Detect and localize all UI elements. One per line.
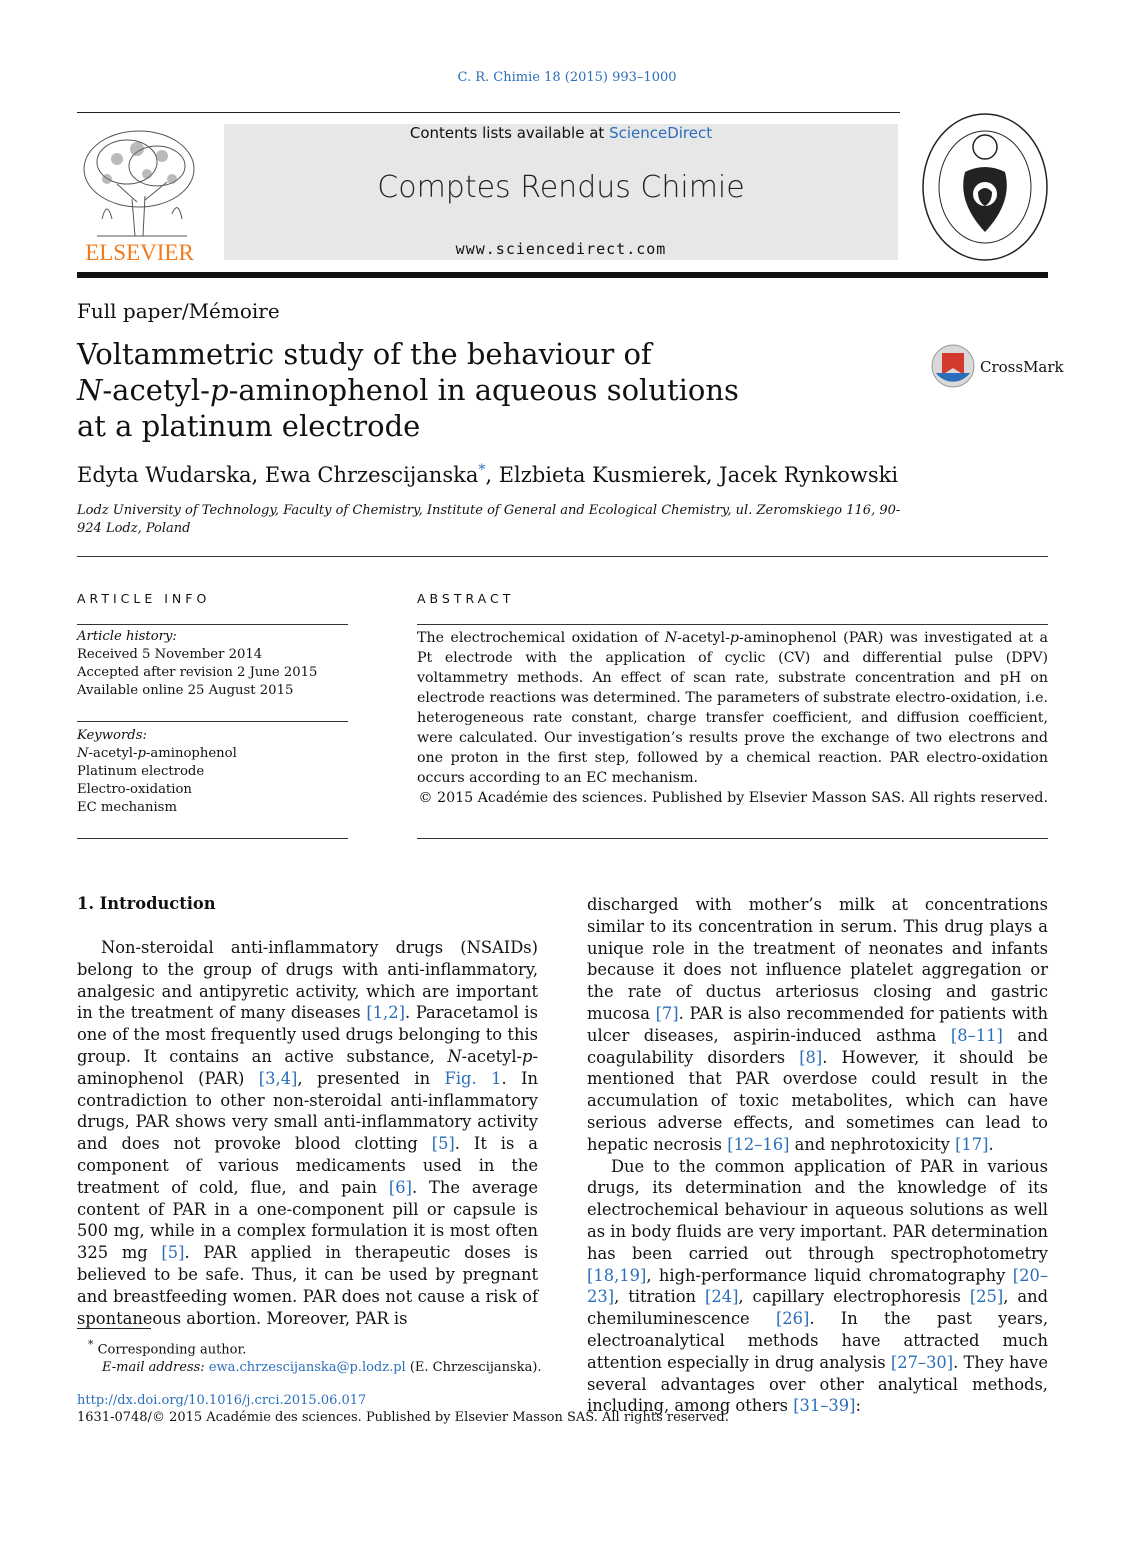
keyword: Platinum electrode bbox=[77, 764, 205, 779]
online-date: Available online 25 August 2015 bbox=[77, 683, 294, 698]
footnote: * Corresponding author. E-mail address: ewa.chrzescijanska@p.lodz.pl (E. Chrzescijanska). bbox=[88, 1338, 542, 1376]
citation-link[interactable]: [26] bbox=[775, 1309, 810, 1329]
top-rule bbox=[77, 112, 900, 113]
journal-name: Comptes Rendus Chimie bbox=[377, 170, 745, 205]
email-link[interactable]: ewa.chrzescijanska@p.lodz.pl bbox=[208, 1360, 406, 1376]
article-info-rule bbox=[77, 721, 348, 722]
affiliation-rule bbox=[77, 556, 1048, 557]
body-column-right: discharged with mother’s milk at concentrations similar to its concentration in serum. This drug plays a unique role in the treatment of neonates and infants because it does not influence platelet aggregation or the rate of ductus arteriosus closing and gastric mucosa [7]. PAR is also recommended for patients with ulcer diseases, aspirin-induced asthma [8–11] and coagulability disorders [8]. However, it should be mentioned that PAR overdose could result in the accumulation of toxic metabolites, which can have serious adverse effects, and sometimes can lead to hepatic necrosis [12–16] and nephrotoxicity [17]. Due to the common application of PAR in various drugs, its determination and the knowledge of its electrochemical behaviour in aqueous solutions as well as in body fluids are very important. PAR determination has been carried out through spectrophotometry [18,19], high-performance liquid chromatography [20–23], titration [24], capillary electrophoresis [25], and chemiluminescence [26]. In the past years, electroanalytical methods have attracted much attention especially in drug analysis [27–30]. They have several advantages over other analytical methods, including, among others [31–39]: bbox=[587, 895, 1049, 1416]
keyword: EC mechanism bbox=[77, 800, 177, 815]
section-heading-introduction: 1. Introduction bbox=[77, 894, 216, 913]
abstract-heading: ABSTRACT bbox=[417, 591, 515, 606]
keyword: N-acetyl-p-aminophenol bbox=[77, 746, 237, 761]
title-line-2: N-acetyl-p-aminophenol in aqueous solutions bbox=[77, 373, 739, 407]
citation-link[interactable]: [24] bbox=[705, 1287, 739, 1307]
citation-link[interactable]: [27–30] bbox=[890, 1352, 954, 1372]
accepted-date: Accepted after revision 2 June 2015 bbox=[77, 665, 318, 680]
citation-link[interactable]: [20–23] bbox=[587, 1265, 1048, 1307]
abstract-rule bbox=[417, 838, 1048, 839]
keyword: Electro-oxidation bbox=[77, 782, 192, 797]
abstract-rule bbox=[417, 624, 1048, 625]
contents-prefix: Contents lists available at bbox=[409, 124, 605, 142]
affiliation: Lodz University of Technology, Faculty of Chemistry, Institute of General and Ecological Chemistry, ul. Zeromskiego 116, 90-924 Lodz, Poland bbox=[77, 503, 901, 536]
citation-link[interactable]: [12–16] bbox=[727, 1134, 790, 1154]
article-info-heading: ARTICLE INFO bbox=[77, 591, 211, 606]
article-title bbox=[77, 336, 777, 444]
citation-link[interactable]: [31–39] bbox=[793, 1396, 856, 1416]
citation-link[interactable]: [6] bbox=[388, 1177, 412, 1197]
citation-link[interactable]: [5] bbox=[161, 1243, 185, 1263]
elsevier-wordmark: ELSEVIER bbox=[85, 240, 194, 265]
journal-url[interactable]: www.sciencedirect.com bbox=[455, 240, 667, 258]
footnote-rule bbox=[77, 1328, 151, 1329]
article-info-rule bbox=[77, 624, 348, 625]
corresponding-star[interactable]: * bbox=[478, 462, 486, 478]
journal-reference[interactable]: C. R. Chimie 18 (2015) 993–1000 bbox=[457, 70, 677, 85]
citation-link[interactable]: [7] bbox=[655, 1003, 679, 1023]
article-info-rule bbox=[77, 838, 348, 839]
citation-link[interactable]: [25] bbox=[969, 1287, 1004, 1307]
title-line-3: at a platinum electrode bbox=[77, 409, 421, 443]
citation-link[interactable]: [8–11] bbox=[950, 1025, 1003, 1045]
doi-link[interactable]: http://dx.doi.org/10.1016/j.crci.2015.06.017 bbox=[77, 1393, 367, 1408]
citation-link[interactable]: [5] bbox=[431, 1134, 455, 1154]
citation-link[interactable]: [1,2] bbox=[366, 1003, 405, 1023]
received-date: Received 5 November 2014 bbox=[77, 647, 263, 662]
title-line-1: Voltammetric study of the behaviour of bbox=[77, 337, 652, 371]
body-column-left: Non-steroidal anti-inflammatory drugs (NSAIDs) belong to the group of drugs with anti-inflammatory, analgesic and antipyretic activity, which are important in the treatment of many diseases [1,2]. Paracetamol is one of the most frequently used drugs belonging to this group. It contains an active substance, N-acetyl-p-aminophenol (PAR) [3,4], presented in Fig. 1. In contradiction to other non-steroidal anti-inflammatory drugs, PAR shows very small anti-inflammatory activity and does not provoke blood clotting [5]. It is a component of various medicaments used in the treatment of cold, flue, and pain [6]. The average content of PAR in a one-component pill or capsule is 500 mg, while in a complex formulation it is most often 325 mg [5]. PAR applied in therapeutic doses is believed to be safe. Thus, it can be used by pregnant and breastfeeding women. PAR does not cause a risk of spontaneous abortion. Moreover, PAR is bbox=[77, 938, 539, 1328]
citation-link[interactable]: [17] bbox=[955, 1134, 989, 1154]
keywords: Keywords: N-acetyl-p-aminophenol Platinum electrode Electro-oxidation EC mechanism bbox=[77, 727, 348, 817]
authors: Edyta Wudarska, Ewa Chrzescijanska*, Elzbieta Kusmierek, Jacek Rynkowski bbox=[77, 462, 899, 487]
abstract-copyright: © 2015 Académie des sciences. Published by Elsevier Masson SAS. All rights reserved. bbox=[418, 790, 1048, 806]
article-history: Article history: Received 5 November 2014 Accepted after revision 2 June 2015 Available online 25 August 2015 bbox=[77, 628, 348, 700]
section-type: Full paper/Mémoire bbox=[77, 299, 280, 323]
figure-link[interactable]: Fig. 1 bbox=[444, 1068, 502, 1088]
header-thick-rule bbox=[77, 272, 1048, 278]
citation-link[interactable]: [3,4] bbox=[258, 1068, 298, 1088]
contents-line bbox=[224, 124, 898, 142]
citation-link[interactable]: [8] bbox=[799, 1047, 823, 1067]
issn-copyright: 1631-0748/© 2015 Académie des sciences. Published by Elsevier Masson SAS. All rights reserved. bbox=[77, 1410, 729, 1425]
crossmark-label[interactable]: CrossMark bbox=[980, 358, 1064, 376]
sciencedirect-link[interactable]: ScienceDirect bbox=[609, 124, 713, 142]
citation-link[interactable]: [18,19] bbox=[587, 1265, 647, 1285]
abstract-text: The electrochemical oxidation of N-acetyl-p-aminophenol (PAR) was investigated at a Pt electrode with the application of cyclic (CV) and differential pulse (DPV) voltammetry methods. An effect of scan rate, substrate concentration and pH on electrode reactions was determined. The parameters of substrate electro-oxidation, i.e. heterogeneous rate constant, charge transfer coefficient, and diffusion coefficient, were calculated. Our investigation’s results prove the exchange of two electrons and one proton in the first step, followed by a chemical reaction. PAR electro-oxidation occurs according to an EC mechanism. © 2015 Académie des sciences. Published by Elsevier Masson SAS. All rights reserved. bbox=[417, 630, 1048, 806]
academie-seal-logo bbox=[920, 112, 1050, 262]
